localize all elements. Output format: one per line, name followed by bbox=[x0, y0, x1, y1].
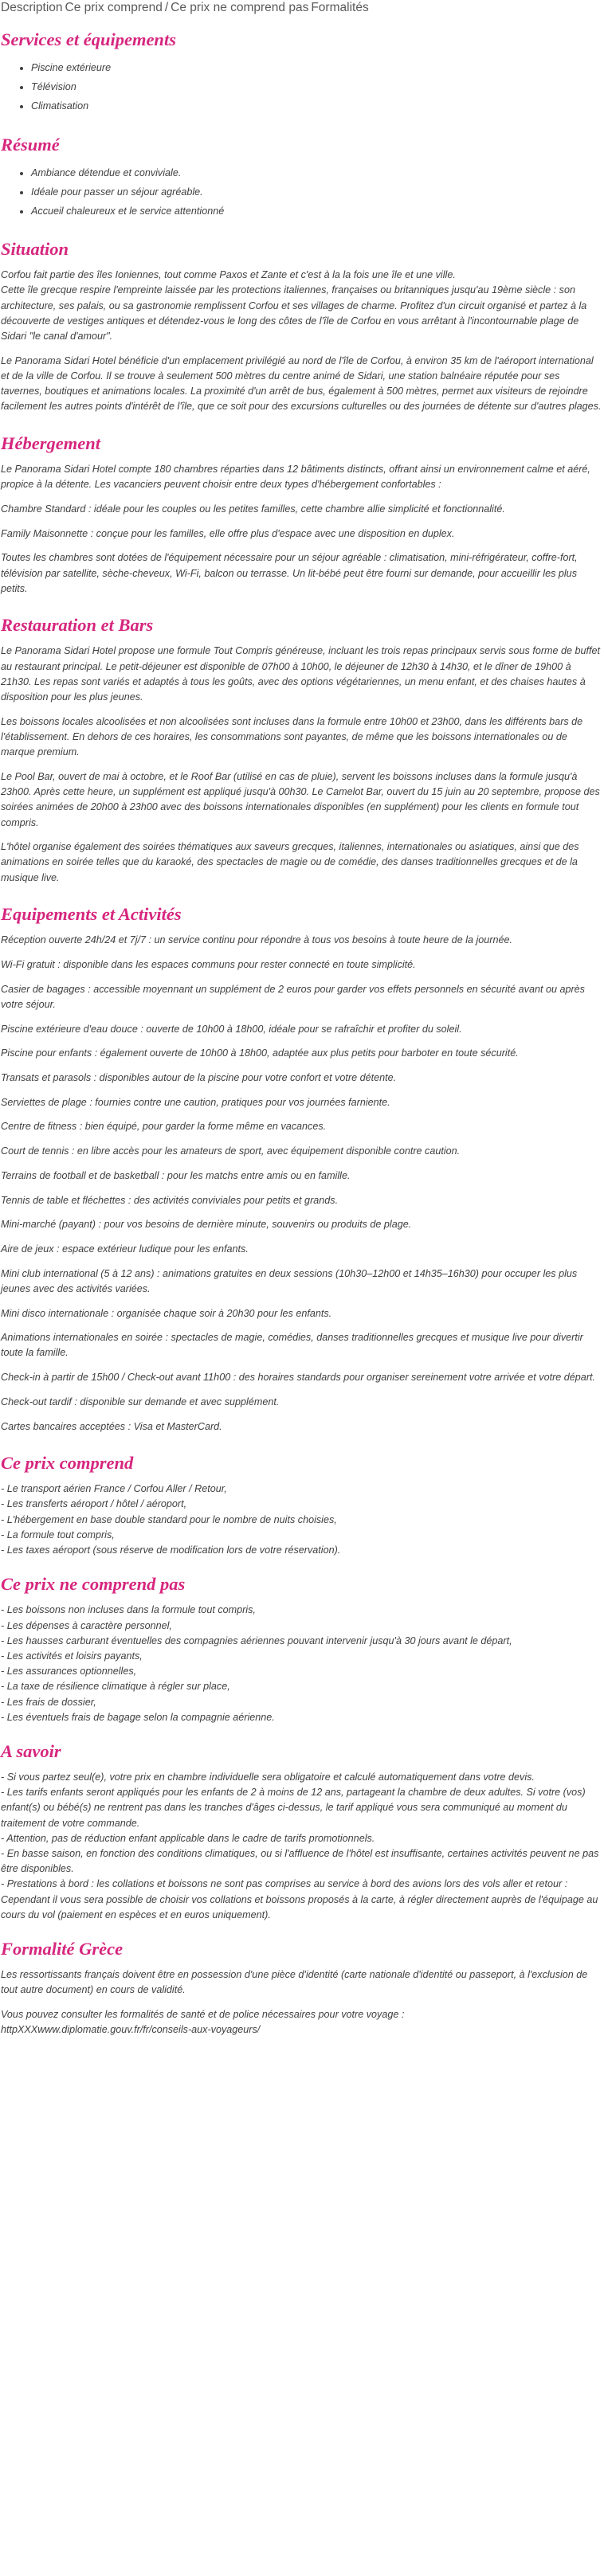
comprend-heading: Ce prix comprend bbox=[1, 1453, 134, 1474]
tab-separator: / bbox=[164, 1, 169, 14]
list-item: - Les tarifs enfants seront appliqués pour les enfants de 2 à moins de 12 ans, partageant la chambre de deux adultes. Si votre (vos) enfant(s) ou bébé(s) ne rentrent pas dans les tranches d'âges ci-dessus, le tarif appliqué vous sera communiqué au moment du traitement de votre commande. bbox=[1, 1787, 586, 1829]
hebergement-body bbox=[1, 462, 602, 597]
paragraph: Chambre Standard : idéale pour les couples ou les petites familles, cette chambre allie simplicité et fonctionnalité. bbox=[1, 503, 505, 515]
restauration-body bbox=[1, 644, 602, 885]
equipements-body bbox=[1, 933, 602, 1434]
paragraph: Centre de fitness : bien équipé, pour garder la forme même en vacances. bbox=[1, 1121, 327, 1133]
paragraph: Toutes les chambres sont dotées de l'équipement nécessaire pour un séjour agréable : climatisation, mini-réfrigérateur, coffre-fort, télévision par satellite, sèche-cheveux, Wi-Fi, balcon ou terrasse. Un lit-bébé peut être fourni sur demande, pour accueillir les plus petits. bbox=[1, 552, 578, 594]
hebergement-heading: Hébergement bbox=[1, 433, 100, 454]
list-item: - Les frais de dossier, bbox=[1, 1696, 96, 1708]
paragraph: Aire de jeux : espace extérieur ludique pour les enfants. bbox=[1, 1243, 249, 1255]
list-item: • Piscine extérieure bbox=[31, 58, 602, 77]
list-item: - La taxe de résilience climatique à régler sur place, bbox=[1, 1681, 230, 1693]
tab-formalites[interactable]: Formalités bbox=[311, 1, 369, 14]
tab-comprend[interactable]: Ce prix comprend bbox=[65, 1, 163, 14]
tab-description[interactable]: Description bbox=[1, 1, 63, 14]
paragraph: Piscine extérieure d'eau douce : ouverte de 10h00 à 18h00, idéale pour se rafraîchir et profiter du soleil. bbox=[1, 1023, 462, 1035]
paragraph: Terrains de football et de basketball : pour les matchs entre amis ou en famille. bbox=[1, 1169, 351, 1181]
list-item: - Les éventuels frais de bagage selon la compagnie aérienne. bbox=[1, 1711, 275, 1723]
list-item: - La formule tout compris, bbox=[1, 1529, 115, 1541]
paragraph: Le Panorama Sidari Hotel compte 180 chambres réparties dans 12 bâtiments distincts, offrant ainsi un environnement calme et aéré, propice à la détente. Les vacanciers peuvent choisir entre deux types d'hébergement confortables : bbox=[1, 464, 590, 491]
equipements-heading: Equipements et Activités bbox=[1, 904, 182, 925]
list-item: - Les assurances optionnelles, bbox=[1, 1666, 137, 1678]
formalite-body bbox=[1, 1967, 602, 2038]
paragraph: Le Panorama Sidari Hotel propose une formule Tout Compris généreuse, incluant les trois repas principaux servis sous forme de buffet au restaurant principal. Le petit-déjeuner est disponible de 07h00 à 10h00, le déjeuner de 12h30 à 14h30, et le dîner de 19h00 à 21h30. Les repas sont variés et adaptés à tous les goûts, avec des options végétariennes, un menu enfant, et des chaises hautes à disposition pour les plus jeunes. bbox=[1, 645, 601, 703]
paragraph: Mini disco internationale : organisée chaque soir à 20h30 pour les enfants. bbox=[1, 1307, 332, 1319]
paragraph: Les ressortissants français doivent être en possession d'une pièce d'identité (carte nationale d'identité ou passeport, à l'exclusion de tout autre document) en cours de validité. bbox=[1, 1968, 588, 1996]
list-item: • Idéale pour passer un séjour agréable. bbox=[31, 182, 602, 202]
paragraph: Casier de bagages : accessible moyennant un supplément de 2 euros pour garder vos effets personnels en sécurité avant ou après votre séjour. bbox=[1, 983, 585, 1010]
comprend-list bbox=[1, 1482, 602, 1558]
paragraph: Mini club international (5 à 12 ans) : animations gratuites en deux sessions (10h30–12h00 et 14h35–16h30) pour occuper les plus jeunes avec des activités variées. bbox=[1, 1267, 578, 1294]
list-item: - Les hausses carburant éventuelles des compagnies aériennes pouvant intervenir jusqu'à 30 jours avant le départ, bbox=[1, 1634, 512, 1646]
paragraph: Court de tennis : en libre accès pour les amateurs de sport, avec équipement disponible contre caution. bbox=[1, 1145, 461, 1157]
list-item: - Si vous partez seul(e), votre prix en chambre individuelle sera obligatoire et calculé automatiquement dans votre devis. bbox=[1, 1771, 535, 1783]
paragraph: Réception ouverte 24h/24 et 7j/7 : un service continu pour répondre à tous vos besoins à toute heure de la journée. bbox=[1, 934, 513, 946]
paragraph: Check-out tardif : disponible sur demande et avec supplément. bbox=[1, 1396, 280, 1407]
savoir-list bbox=[1, 1770, 602, 1923]
ne-comprend-list bbox=[1, 1603, 602, 1725]
ne-comprend-heading: Ce prix ne comprend pas bbox=[1, 1574, 186, 1595]
paragraph: L'hôtel organise également des soirées thématiques aux saveurs grecques, italiennes, internationales ou asiatiques, ainsi que des animations en soirée telles que du karaoké, des spectacles de magie ou de comédie, des danses traditionnelles grecques et de la musique live. bbox=[1, 841, 579, 883]
savoir-heading: A savoir bbox=[1, 1740, 61, 1761]
list-item: - Les activités et loisirs payants, bbox=[1, 1650, 143, 1662]
list-item: - Attention, pas de réduction enfant applicable dans le cadre de tarifs promotionnels. bbox=[1, 1832, 375, 1844]
paragraph: Le Pool Bar, ouvert de mai à octobre, et le Roof Bar (utilisé en cas de pluie), servent les boissons incluses dans la formule jusqu'à 23h00. Après cette heure, un supplément est appliqué jusqu'à 00h30. Le Camelot Bar, ouvert du 15 juin au 20 septembre, propose des soirées animées de 20h00 à 23h00 avec des boissons internationales disponibles (en supplément) pour les clients en formule tout compris. bbox=[1, 770, 600, 828]
situation-heading: Situation bbox=[1, 239, 69, 260]
restauration-heading: Restauration et Bars bbox=[1, 615, 154, 636]
paragraph: Cartes bancaires acceptées : Visa et MasterCard. bbox=[1, 1420, 222, 1432]
paragraph: Family Maisonnette : conçue pour les familles, elle offre plus d'espace avec une disposition en duplex. bbox=[1, 527, 455, 539]
list-item: • Ambiance détendue et conviviale. bbox=[31, 163, 602, 182]
list-item: - En basse saison, en fonction des conditions climatiques, ou si l'affluence de l'hôtel est insuffisante, certaines activités peuvent ne pas être disponibles. bbox=[1, 1847, 599, 1875]
list-item: - Les boissons non incluses dans la formule tout compris, bbox=[1, 1604, 256, 1616]
paragraph: Animations internationales en soirée : spectacles de magie, comédies, danses traditionnelles grecques et musique live pour divertir toute la famille. bbox=[1, 1332, 583, 1359]
paragraph: Transats et parasols : disponibles autour de la piscine pour votre confort et votre détente. bbox=[1, 1072, 397, 1084]
paragraph: Corfou fait partie des îles Ioniennes, tout comme Paxos et Zante et c'est à la la fois une île et une ville. Cette île grecque respire l'empreinte laissée par les protections italiennes, françaises ou britanniques jusqu'au 19ème siècle : son architecture, ses palais, ou sa gastronomie remplissent Corfou et ses villages de charme. Profitez d'un circuit organisé et partez à la découverte de vestiges antiques et détendez-vous le long des côtes de l'île de Corfou en vous arrêtant à l'incontournable plage de Sidari "le canal d'amour". bbox=[1, 269, 587, 343]
formalite-heading: Formalité Grèce bbox=[1, 1938, 124, 1959]
paragraph: Serviettes de plage : fournies contre une caution, pratiques pour vos journées farniente. bbox=[1, 1096, 390, 1108]
resume-list bbox=[1, 163, 602, 221]
paragraph: Piscine pour enfants : également ouverte de 10h00 à 18h00, adaptée aux plus petits pour barboter en toute sécurité. bbox=[1, 1047, 519, 1059]
list-item: - Les dépenses à caractère personnel, bbox=[1, 1619, 172, 1631]
services-heading: Services et équipements bbox=[1, 29, 176, 49]
list-item: • Télévision bbox=[31, 77, 602, 96]
list-item: - Prestations à bord : les collations et boissons ne sont pas comprises au service à bord des avions lors des vols aller et retour : Cependant il vous sera possible de choisir vos collations et boissons proposés à la carte, à régler directement auprès de l'équipage au cours du vol (paiement en espèces et en euros uniquement). bbox=[1, 1878, 598, 1920]
list-item: - Les transferts aéroport / hôtel / aéroport, bbox=[1, 1498, 187, 1510]
tab-ne-comprend[interactable]: Ce prix ne comprend pas bbox=[171, 1, 309, 14]
paragraph: Vous pouvez consulter les formalités de santé et de police nécessaires pour votre voyage : httpXXXwww.diplomatie.gouv.fr/fr/conseils-aux-voyageurs/ bbox=[1, 2008, 405, 2036]
list-item: • Accueil chaleureux et le service attentionné bbox=[31, 202, 602, 221]
list-item: - Le transport aérien France / Corfou Aller / Retour, bbox=[1, 1483, 227, 1495]
paragraph: Tennis de table et fléchettes : des activités conviviales pour petits et grands. bbox=[1, 1194, 339, 1206]
tab-bar bbox=[1, 0, 602, 19]
services-list bbox=[1, 58, 602, 116]
situation-body bbox=[1, 268, 602, 414]
paragraph: Les boissons locales alcoolisées et non alcoolisées sont incluses dans la formule entre 10h00 et 23h00, dans les différents bars de l'établissement. En dehors de ces horaires, les consommations sont payantes, de même que les boissons internationales ou de marque premium. bbox=[1, 715, 583, 758]
paragraph: Mini-marché (payant) : pour vos besoins de dernière minute, souvenirs ou produits de plage. bbox=[1, 1219, 412, 1231]
list-item: - L'hébergement en base double standard pour le nombre de nuits choisies, bbox=[1, 1513, 337, 1525]
paragraph: Wi-Fi gratuit : disponible dans les espaces communs pour rester connecté en toute simplicité. bbox=[1, 959, 416, 971]
list-item: - Les taxes aéroport (sous réserve de modification lors de votre réservation). bbox=[1, 1544, 341, 1556]
paragraph: Check-in à partir de 15h00 / Check-out avant 11h00 : des horaires standards pour organiser sereinement votre arrivée et votre départ. bbox=[1, 1372, 596, 1384]
paragraph: Le Panorama Sidari Hotel bénéficie d'un emplacement privilégié au nord de l'île de Corfou, à environ 35 km de l'aéroport international et de la ville de Corfou. Il se trouve à seulement 500 mètres du centre animé de Sidari, une station balnéaire réputée pour ses tavernes, boutiques et animations locales. La proximité d'un arrêt de bus, également à 500 mètres, permet aux visiteurs de rejoindre facilement les autres points d'intérêt de l'île, que ce soit pour des excursions culturelles ou des journées de détente sur d'autres plages. bbox=[1, 354, 602, 413]
resume-heading: Résumé bbox=[1, 134, 60, 155]
list-item: • Climatisation bbox=[31, 96, 602, 115]
